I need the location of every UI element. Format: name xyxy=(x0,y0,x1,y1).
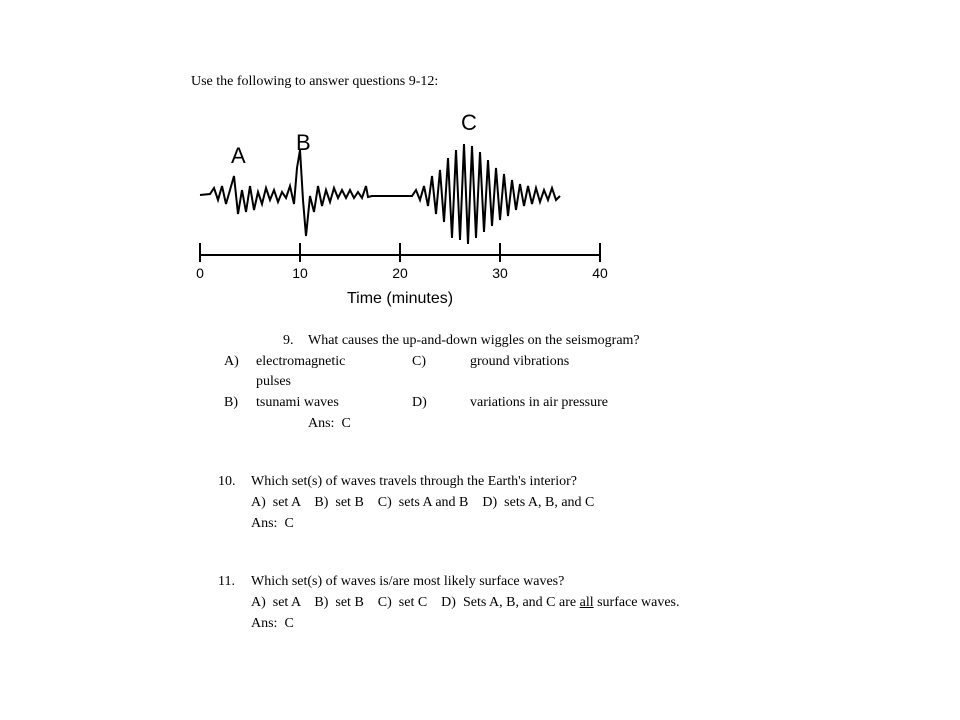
q10-question: Which set(s) of waves travels through the Earth's interior? xyxy=(251,474,577,489)
q11-choices xyxy=(251,595,680,611)
wave-label-c: C xyxy=(461,110,477,135)
q10-choices: A) set A B) set B C) sets A and B D) sets A, B, and C xyxy=(251,495,595,510)
wave-label-b: B xyxy=(296,130,311,155)
q9-option-a-text-cont: pulses xyxy=(256,374,291,389)
q11-choices-tail: surface waves. xyxy=(593,595,680,610)
tick-label: 0 xyxy=(196,265,204,281)
q9-option-d-text: variations in air pressure xyxy=(470,395,609,410)
axis-title: Time (minutes) xyxy=(346,290,454,307)
tick-label: 10 xyxy=(292,265,308,281)
tick-label: 20 xyxy=(392,265,408,281)
q9-option-b-text: tsunami waves xyxy=(256,395,339,410)
q11-answer: Ans: C xyxy=(251,616,294,631)
q9-option-b-letter: B) xyxy=(224,395,238,410)
q11-choices-text: A) set A B) set B C) set C D) Sets A, B, and C are xyxy=(251,595,580,610)
q9-option-c-text: ground vibrations xyxy=(470,354,570,369)
q9-question: What causes the up-and-down wiggles on the seismogram? xyxy=(308,333,640,348)
intro-text: Use the following to answer questions 9-12: xyxy=(191,74,439,89)
q9-option-a-text: electromagnetic xyxy=(256,354,346,369)
tick-label: 40 xyxy=(592,265,608,281)
wave-label-a: A xyxy=(231,143,246,168)
q9-answer: Ans: C xyxy=(308,416,351,431)
q11-question: Which set(s) of waves is/are most likely surface waves? xyxy=(251,574,565,589)
q11-number: 11. xyxy=(218,574,235,589)
q10-answer: Ans: C xyxy=(251,516,294,531)
tick-label: 30 xyxy=(492,265,508,281)
q9-option-d-letter: D) xyxy=(412,395,427,410)
q9-option-c-letter: C) xyxy=(412,354,426,369)
seismogram-trace xyxy=(200,144,560,244)
q9-option-a-letter: A) xyxy=(224,354,239,369)
q11-choices-emphasis: all xyxy=(579,595,594,610)
q10-number: 10. xyxy=(218,474,236,489)
q9-number: 9. xyxy=(283,333,294,348)
